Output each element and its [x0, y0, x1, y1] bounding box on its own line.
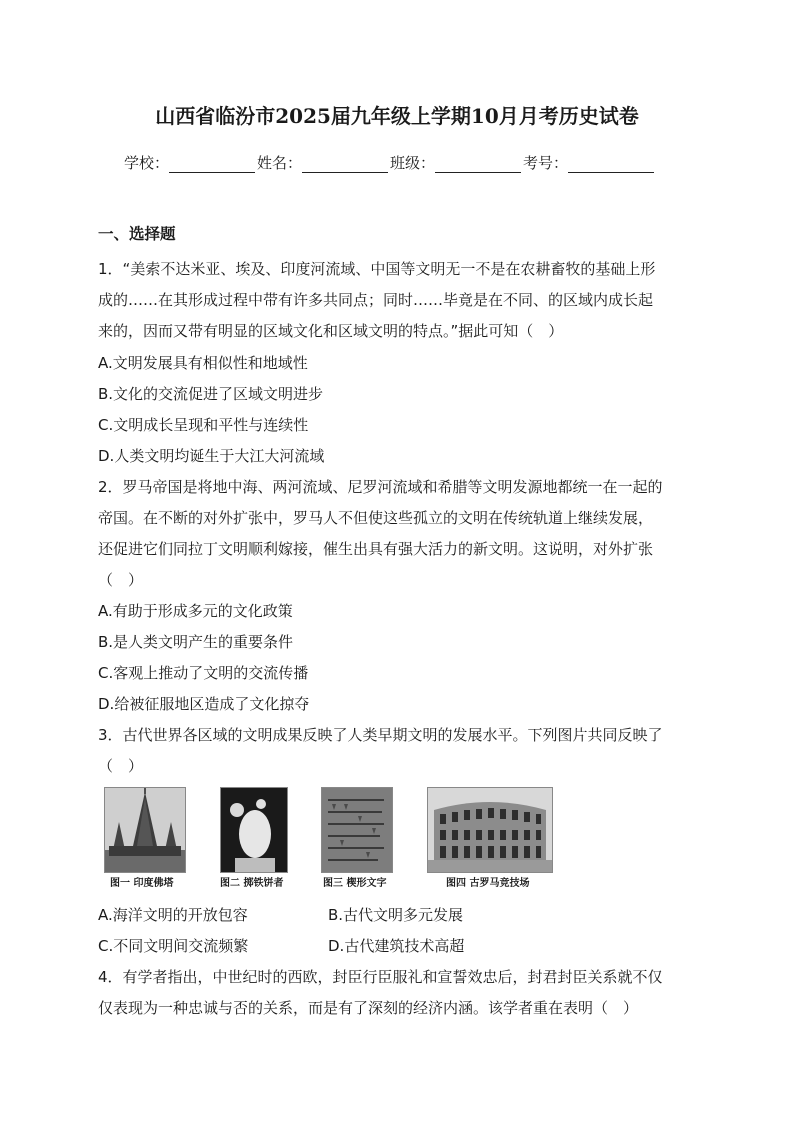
question-line: 4．有学者指出，中世纪时的西欧，封臣行臣服礼和宣誓效忠后，封君封臣关系就不仅 — [98, 968, 663, 986]
name-label: 姓名： — [257, 154, 303, 172]
figure-3-caption: 图三 楔形文字 — [323, 878, 387, 889]
colosseum-image — [427, 787, 553, 873]
discobolus-image — [220, 787, 288, 873]
school-label: 学校： — [124, 154, 170, 172]
q3-option-d[interactable]: D.古代建筑技术高超 — [328, 937, 465, 955]
question-line: 3．古代世界各区域的文明成果反映了人类早期文明的发展水平。下列图片共同反映了 — [98, 726, 663, 744]
question-line: 来的，因而又带有明显的区域文化和区域文明的特点。”据此可知（ ） — [98, 322, 564, 340]
q3-option-b[interactable]: B.古代文明多元发展 — [328, 906, 464, 924]
q2-option-c[interactable]: C.客观上推动了文明的交流传播 — [98, 664, 309, 682]
q2-option-d[interactable]: D.给被征服地区造成了文化掠夺 — [98, 695, 310, 713]
q2-option-a[interactable]: A.有助于形成多元的文化政策 — [98, 602, 293, 620]
question-2-stem — [98, 472, 698, 596]
question-line: 仅表现为一种忠诚与否的关系，而是有了深刻的经济内涵。该学者重在表明（ ） — [98, 999, 639, 1017]
question-1-stem — [98, 254, 698, 347]
question-line: 1．“美索不达米亚、埃及、印度河流域、中国等文明无一不是在农耕畜牧的基础上形 — [98, 260, 656, 278]
student-info-row — [124, 152, 656, 173]
number-blank[interactable] — [568, 156, 654, 173]
question-3-stem — [98, 720, 698, 782]
number-label: 考号： — [523, 154, 569, 172]
question-line: 帝国。在不断的对外扩张中，罗马人不但使这些孤立的文明在传统轨道上继续发展， — [98, 509, 654, 527]
section-heading: 一、选择题 — [98, 225, 176, 243]
school-blank[interactable] — [169, 156, 255, 173]
class-label: 班级： — [390, 154, 436, 172]
question-line: 还促进它们同拉丁文明顺利嫁接，催生出具有强大活力的新文明。这说明，对外扩张 — [98, 540, 654, 558]
q1-option-d[interactable]: D.人类文明均诞生于大江大河流域 — [98, 447, 325, 465]
question-line: 成的……在其形成过程中带有许多共同点；同时……毕竟是在不同、的区域内成长起 — [98, 291, 654, 309]
class-blank[interactable] — [435, 156, 521, 173]
figure-2-caption: 图二 掷铁饼者 — [220, 878, 284, 889]
q3-option-c[interactable]: C.不同文明间交流频繁 — [98, 937, 249, 955]
q3-option-a[interactable]: A.海洋文明的开放包容 — [98, 906, 248, 924]
cuneiform-image — [321, 787, 393, 873]
question-line: （ ） — [98, 571, 144, 589]
figure-1-caption: 图一 印度佛塔 — [110, 878, 174, 889]
figure-4-caption: 图四 古罗马竞技场 — [446, 878, 530, 889]
q1-option-a[interactable]: A.文明发展具有相似性和地域性 — [98, 354, 308, 372]
name-blank[interactable] — [302, 156, 388, 173]
question-line: 2．罗马帝国是将地中海、两河流域、尼罗河流域和希腊等文明发源地都统一在一起的 — [98, 478, 663, 496]
exam-title: 山西省临汾市2025届九年级上学期10月月考历史试卷 — [155, 104, 639, 128]
question-line: （ ） — [98, 757, 144, 775]
question-4-stem — [98, 962, 698, 1024]
q1-option-b[interactable]: B.文化的交流促进了区域文明进步 — [98, 385, 324, 403]
q2-option-b[interactable]: B.是人类文明产生的重要条件 — [98, 633, 294, 651]
stupa-image — [104, 787, 186, 873]
q1-option-c[interactable]: C.文明成长呈现和平性与连续性 — [98, 416, 309, 434]
